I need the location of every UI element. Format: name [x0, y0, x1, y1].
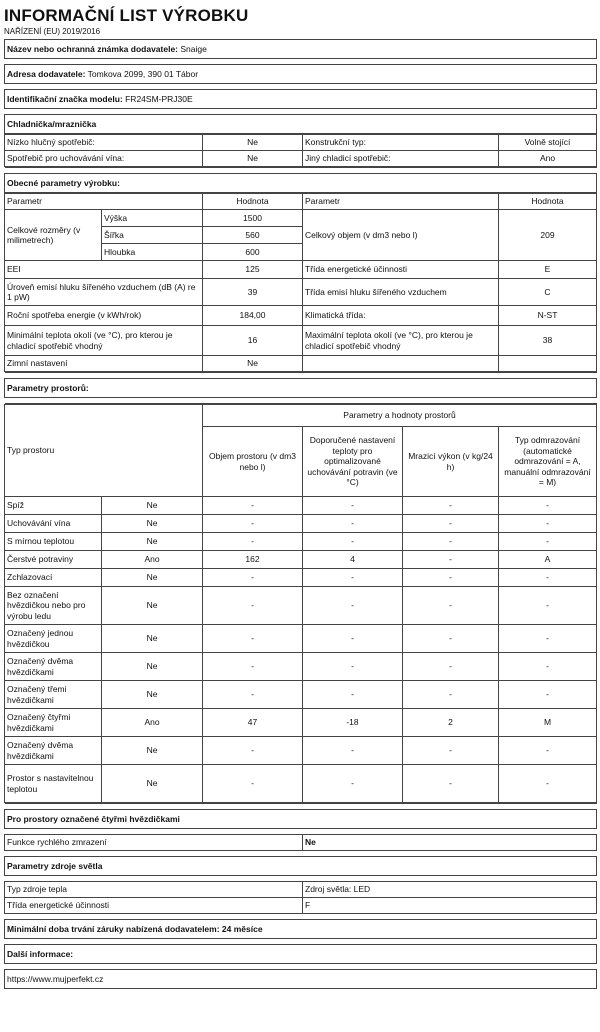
table-row: [5, 653, 597, 681]
height-value: 1500: [203, 210, 303, 227]
warranty-text: Minimální doba trvání záruky nabízená dodavatelem: 24 měsíce: [5, 920, 597, 939]
params-group-header: Parametry a hodnoty prostorů: [203, 405, 597, 427]
compartment-temp: -: [303, 497, 403, 515]
model-row: [5, 90, 597, 109]
other-appliance-value: Ano: [499, 151, 597, 167]
website-link[interactable]: https://www.mujperfekt.cz: [5, 970, 597, 989]
compartment-volume: -: [203, 625, 303, 653]
fast-freeze-label: Funkce rychlého zmrazení: [5, 835, 303, 851]
fast-freeze-value: Ne: [303, 835, 597, 851]
compartment-name: Čerstvé potraviny: [5, 551, 102, 569]
winter-setting-label: Zimní nastavení: [5, 356, 203, 372]
max-temp-value: 38: [499, 326, 597, 356]
compartment-present: Ne: [102, 533, 203, 551]
compartment-present: Ano: [102, 551, 203, 569]
total-volume-value: 209: [499, 210, 597, 261]
general-heading-table: [4, 167, 597, 193]
compartment-defrost: -: [499, 497, 597, 515]
compartment-name: Označený dvěma hvězdičkami: [5, 737, 102, 765]
category-heading: Chladnička/mraznička: [5, 115, 597, 134]
model-value: FR24SM-PRJ30E: [125, 93, 193, 104]
low-noise-label: Nízko hlučný spotřebič:: [5, 135, 203, 151]
col-param-header-2: Parametr: [303, 194, 499, 210]
eei-value: 125: [203, 261, 303, 279]
compartment-present: Ne: [102, 765, 203, 803]
light-class-label: Třída energetické účinnosti: [5, 898, 303, 914]
compartment-name: Bez označení hvězdičkou nebo pro výrobu ledu: [5, 587, 102, 625]
compartment-present: Ne: [102, 587, 203, 625]
compartment-volume: -: [203, 587, 303, 625]
table-row: [5, 497, 597, 515]
table-row: [5, 625, 597, 653]
compartment-name: Zchlazovací: [5, 569, 102, 587]
noise-class-label: Třída emisí hluku šířeného vzduchem: [303, 279, 499, 306]
light-type-label: Typ zdroje tepla: [5, 882, 303, 898]
compartment-volume: -: [203, 765, 303, 803]
supplier-name-label: Název nebo ochranná známka dodavatele:: [7, 43, 178, 54]
compartment-temp: -: [303, 625, 403, 653]
table-row: [5, 533, 597, 551]
table-row: [5, 515, 597, 533]
wine-storage-label: Spotřebič pro uchovávání vína:: [5, 151, 203, 167]
design-type-value: Volně stojící: [499, 135, 597, 151]
freezing-capacity-header: Mrazicí výkon (v kg/24 h): [403, 427, 499, 497]
compartment-temp: -: [303, 515, 403, 533]
compartment-defrost: -: [499, 653, 597, 681]
table-row: [5, 551, 597, 569]
compartment-name: Označený dvěma hvězdičkami: [5, 653, 102, 681]
compartment-freeze: -: [403, 569, 499, 587]
height-label: Výška: [102, 210, 203, 227]
depth-label: Hloubka: [102, 244, 203, 261]
compartment-defrost: -: [499, 681, 597, 709]
other-appliance-label: Jiný chladicí spotřebič:: [303, 151, 499, 167]
product-information-sheet: [4, 6, 596, 989]
supplier-address-row: [5, 65, 597, 84]
compartment-defrost: -: [499, 587, 597, 625]
compartment-name: Označený třemi hvězdičkami: [5, 681, 102, 709]
compartment-present: Ne: [102, 497, 203, 515]
regulation-reference: NAŘÍZENÍ (EU) 2019/2016: [4, 27, 101, 36]
compartment-temp: -: [303, 653, 403, 681]
table-row: [5, 587, 597, 625]
compartments-heading-table: [4, 372, 597, 404]
total-volume-label: Celkový objem (v dm3 nebo l): [303, 210, 499, 261]
compartment-volume: -: [203, 569, 303, 587]
width-value: 560: [203, 227, 303, 244]
compartments-heading: Parametry prostorů:: [5, 379, 597, 398]
table-row: [5, 709, 597, 737]
compartment-volume: -: [203, 653, 303, 681]
compartment-volume: -: [203, 533, 303, 551]
compartment-volume: 47: [203, 709, 303, 737]
temperature-header: Doporučené nastavení teploty pro optimalizované uchovávání potravin (ve °C): [303, 427, 403, 497]
compartment-volume: -: [203, 681, 303, 709]
max-temp-label: Maximální teplota okolí (ve °C), pro kterou je chladicí spotřebič vhodný: [303, 326, 499, 356]
compartment-freeze: -: [403, 497, 499, 515]
compartment-name: S mírnou teplotou: [5, 533, 102, 551]
energy-class-label: Třída energetické účinnosti: [303, 261, 499, 279]
compartment-present: Ne: [102, 737, 203, 765]
col-param-header: Parametr: [5, 194, 203, 210]
compartment-name: Označený jednou hvězdičkou: [5, 625, 102, 653]
compartment-defrost: -: [499, 625, 597, 653]
compartment-freeze: -: [403, 681, 499, 709]
supplier-name-row: [5, 40, 597, 59]
noise-label: Úroveň emisí hluku šířeného vzduchem (dB (A) re 1 pW): [5, 279, 203, 306]
design-type-label: Konstrukční typ:: [303, 135, 499, 151]
general-parameters-table: [4, 193, 597, 372]
compartment-defrost: -: [499, 533, 597, 551]
type-header: Typ prostoru: [5, 405, 203, 497]
climate-class-label: Klimatická třída:: [303, 306, 499, 326]
compartment-present: Ano: [102, 709, 203, 737]
four-star-table: [4, 803, 597, 989]
compartment-defrost: A: [499, 551, 597, 569]
dimensions-label: Celkové rozměry (v milimetrech): [5, 210, 102, 261]
eei-label: EEI: [5, 261, 203, 279]
compartments-table: [4, 404, 597, 803]
low-noise-value: Ne: [203, 135, 303, 151]
compartment-freeze: -: [403, 551, 499, 569]
four-star-heading: Pro prostory označené čtyřmi hvězdičkami: [5, 810, 597, 829]
winter-setting-value: Ne: [203, 356, 303, 372]
compartment-defrost: -: [499, 737, 597, 765]
light-class-value: F: [303, 898, 597, 914]
compartment-freeze: -: [403, 533, 499, 551]
energy-consumption-label: Roční spotřeba energie (v kWh/rok): [5, 306, 203, 326]
compartment-present: Ne: [102, 515, 203, 533]
compartment-temp: -: [303, 681, 403, 709]
compartment-defrost: -: [499, 765, 597, 803]
compartment-temp: -: [303, 765, 403, 803]
table-row: [5, 737, 597, 765]
compartment-freeze: -: [403, 625, 499, 653]
table-row: [5, 569, 597, 587]
compartment-volume: -: [203, 497, 303, 515]
compartment-name: Prostor s nastavitelnou teplotou: [5, 765, 102, 803]
general-heading: Obecné parametry výrobku:: [5, 174, 597, 193]
compartment-defrost: M: [499, 709, 597, 737]
compartment-freeze: -: [403, 653, 499, 681]
compartment-name: Spíž: [5, 497, 102, 515]
compartment-temp: -18: [303, 709, 403, 737]
compartment-freeze: -: [403, 587, 499, 625]
compartment-temp: -: [303, 533, 403, 551]
energy-consumption-value: 184,00: [203, 306, 303, 326]
depth-value: 600: [203, 244, 303, 261]
compartment-name: Označený čtyřmi hvězdičkami: [5, 709, 102, 737]
compartment-volume: -: [203, 737, 303, 765]
min-temp-label: Minimální teplota okolí (ve °C), pro kterou je chladicí spotřebič vhodný: [5, 326, 203, 356]
compartment-defrost: -: [499, 515, 597, 533]
col-value-header-2: Hodnota: [499, 194, 597, 210]
more-info-heading: Další informace:: [5, 945, 597, 964]
min-temp-value: 16: [203, 326, 303, 356]
page-title: INFORMAČNÍ LIST VÝROBKU: [4, 6, 249, 25]
compartment-temp: -: [303, 587, 403, 625]
compartment-temp: 4: [303, 551, 403, 569]
compartment-temp: -: [303, 737, 403, 765]
compartment-volume: 162: [203, 551, 303, 569]
compartment-temp: -: [303, 569, 403, 587]
model-label: Identifikační značka modelu:: [7, 93, 123, 104]
supplier-table: [4, 39, 597, 134]
compartment-defrost: -: [499, 569, 597, 587]
compartment-present: Ne: [102, 653, 203, 681]
defrost-type-header: Typ odmrazování (automatické odmrazování = A, manuální odmrazování = M): [499, 427, 597, 497]
noise-class-value: C: [499, 279, 597, 306]
col-value-header: Hodnota: [203, 194, 303, 210]
energy-class-value: E: [499, 261, 597, 279]
category-table: [4, 134, 597, 167]
supplier-address-label: Adresa dodavatele:: [7, 68, 86, 79]
compartment-freeze: 2: [403, 709, 499, 737]
compartment-freeze: -: [403, 737, 499, 765]
climate-class-value: N-ST: [499, 306, 597, 326]
compartment-volume: -: [203, 515, 303, 533]
supplier-name-value: Snaige: [180, 43, 207, 54]
compartment-freeze: -: [403, 765, 499, 803]
table-row: [5, 765, 597, 803]
wine-storage-value: Ne: [203, 151, 303, 167]
table-row: [5, 681, 597, 709]
volume-header: Objem prostoru (v dm3 nebo l): [203, 427, 303, 497]
noise-value: 39: [203, 279, 303, 306]
supplier-address-value: Tomkova 2099, 390 01 Tábor: [87, 68, 199, 79]
compartment-present: Ne: [102, 625, 203, 653]
compartment-present: Ne: [102, 681, 203, 709]
compartment-freeze: -: [403, 515, 499, 533]
light-type-value: Zdroj světla: LED: [303, 882, 597, 898]
compartment-name: Uchovávání vína: [5, 515, 102, 533]
width-label: Šířka: [102, 227, 203, 244]
light-heading: Parametry zdroje světla: [5, 857, 597, 876]
compartment-present: Ne: [102, 569, 203, 587]
